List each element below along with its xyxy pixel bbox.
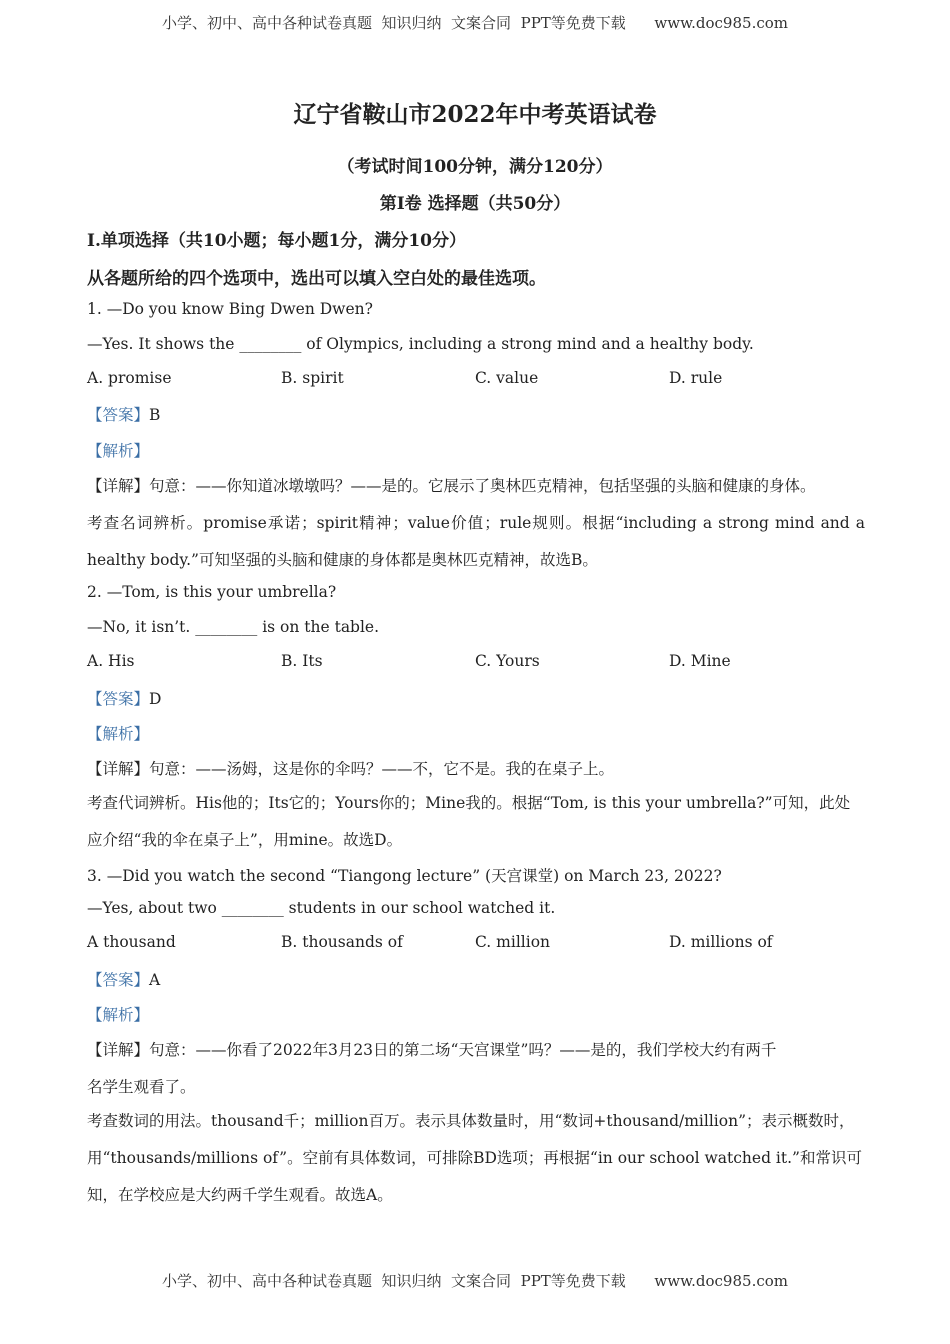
question-1-option-b: B. spirit (281, 369, 344, 387)
exam-subtitle: （考试时间100分钟，满分120分） (337, 157, 613, 177)
question-2-option-a: A. His (87, 652, 135, 670)
question-3-detail-line-1 (87, 1038, 776, 1060)
question-3-detail-line-3: 用“thousands/millions of”。空前有具体数词，可排除BD选项；再根据“in our school watched it.”和常识可 (87, 1149, 862, 1167)
question-1-answer (87, 403, 160, 425)
question-3-analysis-label (87, 1003, 149, 1025)
answer-label: 【答案】 (87, 971, 150, 989)
question-1-option-a: A. promise (87, 369, 172, 387)
answer-value: A (149, 971, 161, 989)
question-1-prompt: 1. —Do you know Bing Dwen Dwen? (87, 300, 373, 318)
section-heading: I.单项选择（共10小题；每小题1分，满分10分） (87, 231, 467, 251)
detail-label: 【详解】 (87, 1041, 150, 1059)
question-1-option-c: C. value (475, 369, 539, 387)
page-header: 小学、初中、高中各种试卷真题 知识归纳 文案合同 PPT等免费下载 www.doc985.com (161, 14, 788, 32)
analysis-label: 【解析】 (87, 725, 150, 743)
question-3-reply: —Yes, about two ________ students in our school watched it. (87, 899, 556, 917)
question-2-detail-line-3: 应介绍“我的伞在桌子上”，用mine。故选D。 (87, 831, 403, 849)
question-2-answer (87, 687, 161, 709)
question-3-option-d: D. millions of (669, 933, 773, 951)
question-3-option-b: B. thousands of (281, 933, 403, 951)
section-instruction: 从各题所给的四个选项中，选出可以填入空白处的最佳选项。 (87, 269, 546, 289)
question-3-answer (87, 968, 160, 990)
answer-label: 【答案】 (87, 690, 150, 708)
detail-label: 【详解】 (87, 760, 150, 778)
question-3-detail-line-1b: 名学生观看了。 (87, 1078, 196, 1096)
part-heading: 第I卷 选择题（共50分） (379, 194, 571, 214)
question-2-reply: —No, it isn’t. ________ is on the table. (87, 618, 380, 636)
question-2-analysis-label (87, 722, 149, 744)
analysis-label: 【解析】 (87, 442, 150, 460)
question-1-detail-line-3: healthy body.”可知坚强的头脑和健康的身体都是奥林匹克精神，故选B。 (87, 551, 598, 569)
answer-label: 【答案】 (87, 406, 150, 424)
answer-value: B (149, 406, 161, 424)
question-3-prompt: 3. —Did you watch the second “Tiangong lecture” (天宫课堂) on March 23, 2022? (87, 867, 722, 885)
question-2-option-b: B. Its (281, 652, 323, 670)
question-2-detail-line-1 (87, 757, 614, 779)
detail-label: 【详解】 (87, 477, 150, 495)
analysis-label: 【解析】 (87, 1006, 150, 1024)
answer-value: D (149, 690, 162, 708)
page-footer: 小学、初中、高中各种试卷真题 知识归纳 文案合同 PPT等免费下载 www.doc985.com (161, 1272, 788, 1290)
detail-text: 句意：——汤姆，这是你的伞吗？——不，它不是。我的在桌子上。 (149, 760, 615, 778)
question-3-detail-line-2: 考查数词的用法。thousand千；million百万。表示具体数量时，用“数词+thousand/million”；表示概数时， (87, 1112, 855, 1130)
detail-text: 句意：——你看了2022年3月23日的第二场“天宫课堂”吗？——是的，我们学校大约有两千 (149, 1041, 777, 1059)
question-3-detail-line-4: 知，在学校应是大约两千学生观看。故选A。 (87, 1186, 393, 1204)
detail-text: 句意：——你知道冰墩墩吗？——是的。它展示了奥林匹克精神，包括坚强的头脑和健康的身体。 (149, 477, 816, 495)
question-2-detail-line-2: 考查代词辨析。His他的；Its它的；Yours你的；Mine我的。根据“Tom, is this your umbrella?”可知，此处 (87, 794, 851, 812)
question-1-reply: —Yes. It shows the ________ of Olympics, including a strong mind and a healthy body. (87, 335, 754, 353)
question-3-option-a: A thousand (87, 933, 176, 951)
question-1-detail-line-2: 考查名词辨析。promise承诺；spirit精神；value价值；rule规则。根据“including a strong mind and a (87, 514, 865, 532)
question-1-detail-line-1 (87, 474, 816, 496)
question-2-prompt: 2. —Tom, is this your umbrella? (87, 583, 337, 601)
question-1-option-d: D. rule (669, 369, 723, 387)
question-1-analysis-label (87, 439, 149, 461)
question-3-option-c: C. million (475, 933, 551, 951)
question-2-option-d: D. Mine (669, 652, 731, 670)
question-2-option-c: C. Yours (475, 652, 540, 670)
exam-title: 辽宁省鞍山市2022年中考英语试卷 (293, 101, 657, 128)
